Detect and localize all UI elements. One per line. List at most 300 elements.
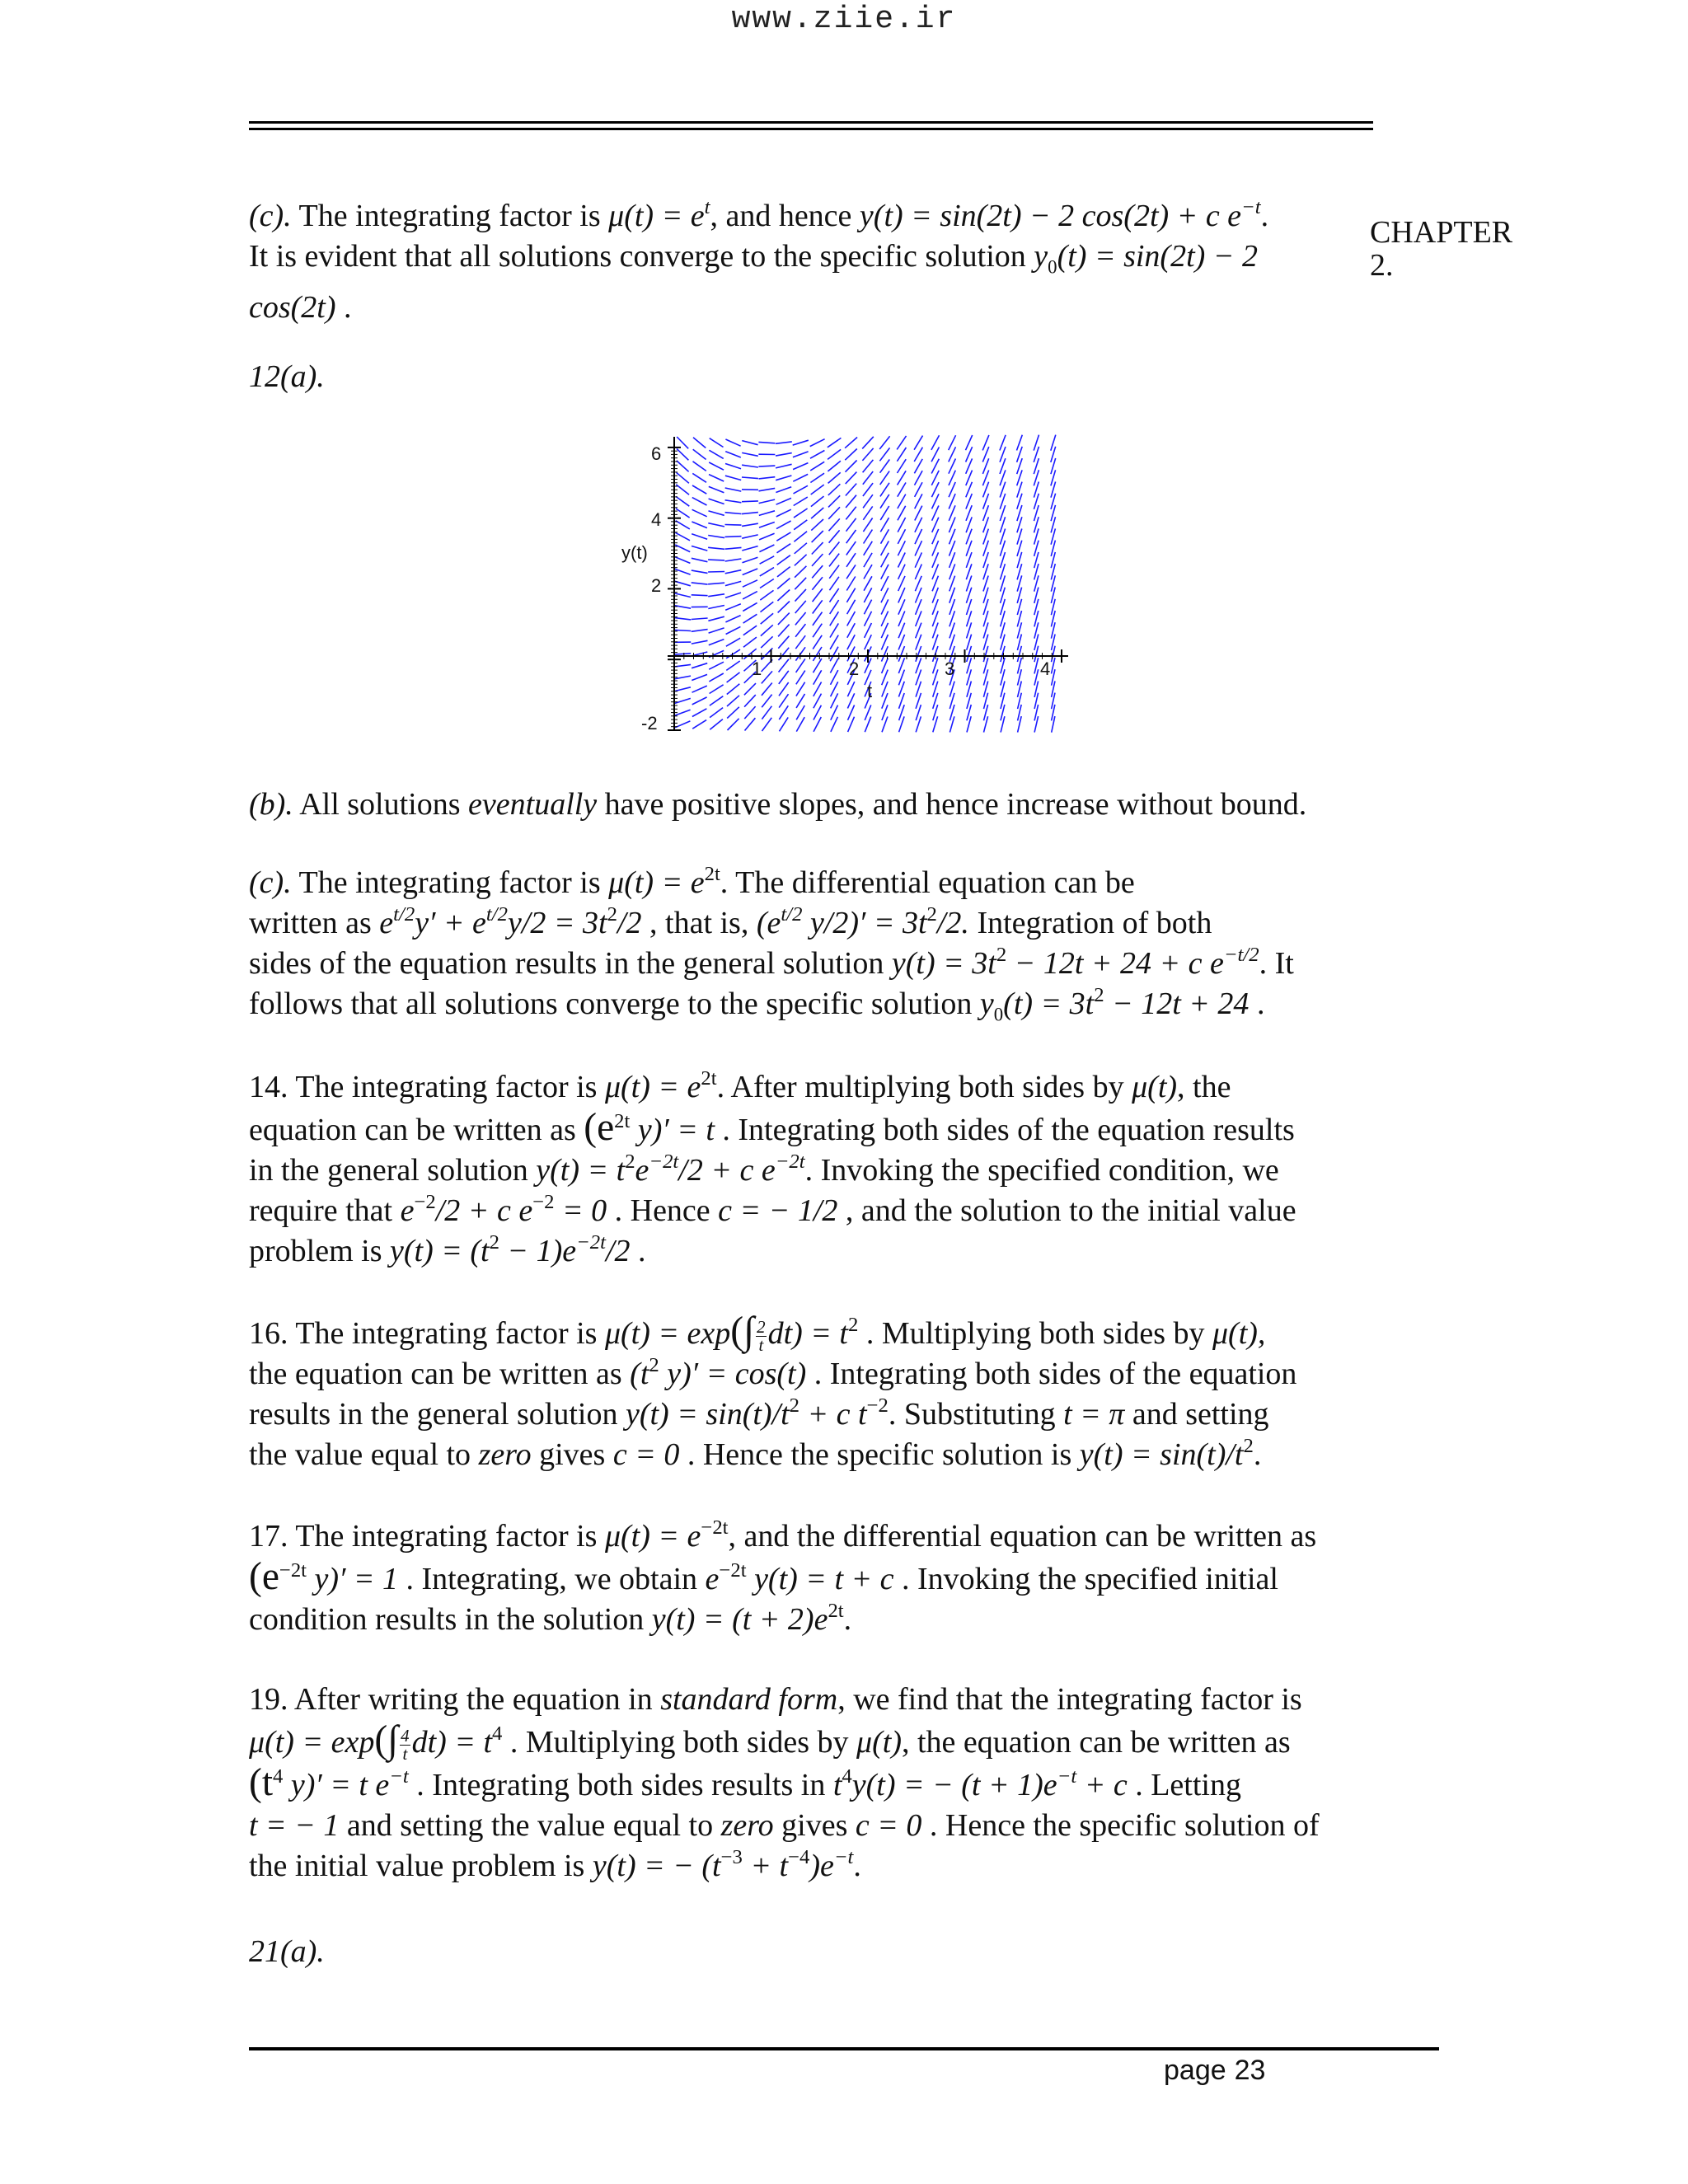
slope-segment [830, 658, 838, 673]
slope-segment [676, 497, 689, 507]
slope-segment [692, 595, 708, 596]
y-tick-label: 4 [651, 509, 662, 530]
slope-segment [776, 442, 792, 443]
slope-segment [813, 647, 822, 661]
slope-segment [814, 670, 822, 684]
slope-segment [725, 616, 740, 622]
slope-segment [675, 557, 690, 564]
slope-segment [708, 547, 724, 549]
slope-segment [709, 673, 723, 682]
paragraph-16: 16. The integrating factor is μ(t) = exp(∫ $\frac{2}{t}$ $dt) = t^2$ . Multiplying both sides by μ(t), the equation can be written as ($t^2$ y)′ = cos(t) . Integrating both sides of the equation results in the general solution $y(t) = \sin(t)/t^2 + c$ $t^{-2}$. Substituting t = π and setting the value equal to zero gives c = 0 . Hence the specific solution is $y(t) = \sin(t)/t^2$. [249, 1310, 1297, 1472]
slope-segment [692, 697, 707, 705]
slope-segment [742, 513, 758, 514]
slope-segment [762, 706, 771, 719]
slope-segment [795, 624, 805, 637]
slope-segment [742, 501, 758, 502]
slope-segment [710, 685, 724, 694]
slope-segment [758, 442, 775, 443]
slope-segment [863, 483, 873, 496]
slope-segment [812, 565, 823, 578]
slope-segment [727, 673, 740, 682]
slope-segment [828, 472, 841, 483]
slope-segment [759, 523, 775, 528]
slope-segment [692, 546, 707, 551]
slope-segment [846, 530, 856, 543]
slope-segment [779, 694, 788, 707]
label-21a: 21(a). [249, 1934, 325, 1969]
slope-segment [796, 717, 804, 731]
paragraph-12c: (c). The integrating factor is $\mu(t) = e^{2t}$. The differential equation can be written as $e^{t/2}y' + e^{t/2}y/2 = 3t^2/2$ , that is, ($e^{t/2}$ $y/2)' = 3t^2/2$. Integration of both sides of the equation results in the general solution $y(t) = 3t^2 - 12t + 24 + c$ $e^{-t/2}$. It follows that all solutions converge to the specific solution $y_0(t) = 3t^2 - 12t + 24$ . [249, 863, 1294, 1025]
slope-segment [813, 624, 822, 638]
slope-segment [864, 565, 872, 579]
x-tick-label: 3 [945, 658, 955, 679]
slope-segment [725, 439, 740, 446]
slope-segment [830, 600, 839, 614]
slope-segment [743, 569, 758, 575]
slope-segment [810, 473, 824, 482]
slope-segment [710, 696, 723, 705]
watermark: www.ziie.ir [731, 2, 957, 37]
slope-segment [776, 521, 791, 529]
slope-segment [828, 461, 841, 471]
slope-segment [675, 569, 691, 574]
slope-segment [879, 448, 889, 461]
slope-segment [795, 635, 805, 649]
slope-segment [725, 547, 742, 549]
slope-segment [779, 682, 789, 696]
slope-segment [796, 705, 804, 719]
slope-segment [777, 555, 790, 565]
slope-segment [776, 476, 791, 480]
slope-segment [692, 640, 708, 644]
slope-segment [674, 606, 691, 609]
slope-segment [880, 483, 889, 497]
fraction: $\frac{4}{t}$ [401, 1725, 410, 1764]
slope-segment [863, 506, 872, 519]
slope-segment [709, 511, 724, 515]
slope-segment [898, 459, 907, 473]
slope-segment [793, 440, 809, 445]
slope-segment [709, 628, 724, 633]
slope-segment [759, 477, 776, 479]
slope-segment [677, 448, 688, 460]
fraction: $\frac{2}{t}$ [757, 1316, 766, 1355]
slope-segment [760, 579, 774, 588]
slope-segment [880, 506, 889, 520]
slope-segment [743, 637, 757, 647]
slope-segment [812, 577, 823, 590]
slope-segment [779, 705, 788, 719]
slope-segment [862, 437, 874, 449]
paragraph-12b: (b). All solutions eventually have positive slopes, and hence increase without bound. [249, 787, 1307, 822]
slope-segment [863, 471, 873, 485]
slope-segment [762, 695, 771, 708]
slope-segment [829, 565, 839, 579]
x-axis-label: t [867, 681, 873, 701]
slope-segment [759, 545, 774, 552]
slope-segment [829, 518, 840, 531]
slope-segment [796, 658, 805, 673]
slope-segment [880, 460, 890, 473]
slope-segment [779, 648, 790, 660]
slope-segment [777, 544, 791, 553]
slope-segment [828, 507, 840, 519]
slope-segment [898, 483, 906, 497]
slope-segment [830, 647, 838, 662]
slope-segment [761, 602, 774, 612]
slope-segment [814, 694, 822, 709]
slope-segment [812, 554, 823, 566]
slope-segment [879, 436, 889, 449]
slope-segment [692, 498, 707, 505]
chapter-heading: CHAPTER 2. [1367, 216, 1516, 282]
slope-segment [881, 529, 889, 543]
slope-segment [710, 719, 723, 730]
slope-segment [828, 484, 841, 495]
slope-segment [675, 698, 691, 703]
slope-segment [829, 577, 839, 590]
slope-segment [795, 543, 807, 554]
slope-segment [692, 534, 707, 540]
slope-segment [693, 462, 706, 471]
slope-segment [796, 694, 804, 708]
y-tick-label: 6 [651, 443, 662, 464]
slope-segment [742, 523, 758, 526]
slope-segment [745, 718, 756, 730]
slope-segment [778, 602, 790, 613]
slope-segment [726, 661, 739, 670]
slope-segment [692, 663, 707, 668]
slope-segment [692, 473, 706, 482]
slope-segment [728, 719, 739, 730]
slope-segment [793, 452, 809, 457]
slope-segment [864, 553, 872, 567]
slope-segment [709, 640, 724, 645]
slope-segment [813, 588, 823, 602]
slope-segment [709, 450, 723, 458]
slope-segment [914, 459, 922, 473]
slope-segment [708, 616, 724, 621]
slope-segment [845, 449, 857, 461]
slope-segment [931, 435, 940, 450]
slope-segment [915, 471, 923, 485]
slope-segment [776, 532, 790, 541]
slope-segment [794, 497, 808, 505]
slope-segment [814, 717, 821, 732]
slope-segment [864, 588, 871, 602]
slope-segment [762, 718, 772, 731]
slope-segment [828, 449, 841, 459]
slope-segment [725, 452, 741, 457]
slope-segment [744, 706, 755, 719]
y-axis-label: y(t) [621, 542, 648, 563]
slope-segment [863, 518, 872, 532]
slope-segment [676, 485, 689, 494]
slope-segment [725, 476, 741, 480]
slope-segment [846, 484, 856, 496]
slope-segment [708, 606, 724, 609]
label-12a: 12(a). [249, 359, 325, 394]
slope-segment [813, 600, 823, 613]
slope-segment [810, 462, 824, 471]
slope-segment [725, 593, 741, 598]
slope-segment [897, 436, 906, 450]
slope-segment [795, 566, 806, 578]
slope-segment [676, 509, 690, 518]
slope-segment [794, 532, 807, 542]
slope-segment [880, 471, 889, 485]
slope-segment [830, 623, 838, 637]
slope-segment [692, 674, 707, 680]
slope-segment [778, 613, 790, 625]
slope-segment [829, 542, 840, 555]
slope-segment [813, 635, 822, 649]
slope-segment [776, 464, 792, 468]
slope-segment [708, 536, 724, 538]
slope-segment [726, 649, 740, 658]
slope-segment [811, 496, 824, 507]
slope-segment [693, 438, 706, 448]
slope-segment [898, 471, 907, 485]
slope-segment [846, 518, 856, 532]
slope-segment [864, 541, 873, 555]
slope-segment [813, 612, 823, 626]
slope-segment [776, 498, 791, 504]
slope-segment [725, 604, 741, 610]
paragraph-11c: (c). The integrating factor is $\mu(t) = e^t$, and hence y(t) = sin(2t) − 2 cos(2t) + c $e^{-t}$. It is evident that all solutions converge to the specific solution $y_0(t) = \sin(2t) - 2$ cos(2t) . [249, 196, 1269, 325]
slope-segment [776, 509, 791, 517]
slope-segment [743, 614, 757, 623]
slope-segment [914, 436, 922, 450]
slope-segment [776, 453, 792, 457]
slope-segment [708, 523, 724, 527]
slope-segment [777, 567, 790, 577]
slope-segment [864, 530, 873, 544]
page-label: page [1164, 2055, 1226, 2086]
paragraph-14: 14. The integrating factor is $\mu(t) = e^{2t}$. After multiplying both sides by μ(t), the equation can be written as ($e^{2t}$ y)′ = t . Integrating both sides of the equation results in the general solution $y(t) = t^2e^{-2t}/2 + c$ $e^{-2t}$. Invoking the specified condition, we require that $e^{-2}/2 + c$ $e^{-2} = 0$ . Hence c = − 1/2 , and the solution to the initial value problem is $y(t) = (t^2 - 1)e^{-2t}/2$ . [249, 1067, 1296, 1268]
slope-segment [847, 612, 856, 626]
slope-segment [675, 532, 690, 541]
slope-segment [845, 438, 857, 448]
slope-segment [793, 474, 808, 481]
slope-segment [828, 495, 840, 507]
slope-segment [829, 554, 839, 567]
slope-segment [693, 449, 706, 459]
slope-segment [708, 583, 724, 584]
slope-segment [898, 506, 906, 521]
page-number [1164, 2055, 1265, 2087]
slope-segment [761, 636, 772, 648]
slope-segment [898, 494, 906, 509]
slope-segment [692, 485, 706, 494]
slope-segment [743, 580, 757, 587]
x-tick-label: 4 [1040, 658, 1051, 679]
slope-segment [676, 521, 690, 529]
slope-segment [780, 717, 789, 731]
paragraph-17: 17. The integrating factor is $\mu(t) = e^{-2t}$, and the differential equation can be written as ($e^{-2t}$ y)′ = 1 . Integrating, we obtain $e^{-2t}$ y(t) = t + c . Invoking the specified initial condition results in the solution $y(t) = (t + 2)e^{2t}$. [249, 1516, 1317, 1637]
slope-segment [846, 553, 856, 567]
y-tick-label: 2 [651, 575, 662, 596]
slope-segment [759, 499, 776, 504]
slope-segment [692, 686, 707, 692]
slope-segment [795, 612, 806, 625]
slope-segment [794, 509, 808, 518]
slope-segment [880, 494, 889, 509]
slope-segment [709, 662, 724, 669]
y-tick-label: -2 [641, 713, 658, 733]
slope-segment [743, 626, 757, 635]
x-tick-label: 2 [849, 658, 860, 679]
slope-segment [710, 438, 724, 448]
slope-segment [762, 671, 772, 683]
slope-segment [743, 649, 756, 659]
slope-segment [709, 462, 724, 470]
slope-segment [692, 618, 708, 620]
slope-segment [675, 593, 691, 598]
slope-segment [710, 708, 723, 718]
slope-segment [846, 507, 856, 520]
slope-segment [795, 578, 806, 589]
slope-segment [743, 602, 757, 611]
slope-segment [830, 588, 839, 602]
slope-segment [692, 630, 708, 632]
slope-segment [725, 581, 741, 585]
slope-segment [759, 533, 775, 540]
direction-field-figure [610, 432, 1088, 745]
slope-segment [862, 448, 873, 461]
slope-segment [692, 570, 708, 573]
slope-segment [795, 601, 806, 613]
slope-segment [779, 659, 789, 673]
slope-segment [846, 577, 856, 591]
slope-segment [742, 452, 758, 456]
slope-segment [727, 696, 739, 706]
slope-segment [725, 525, 742, 526]
slope-segment [708, 572, 724, 573]
slope-segment [811, 508, 823, 518]
slope-segment [760, 590, 773, 600]
footer-rule [249, 2047, 1439, 2050]
slope-segment [692, 558, 708, 561]
slope-segment [779, 671, 789, 684]
slope-segment [674, 618, 691, 620]
slope-segment [709, 499, 724, 504]
slope-segment [914, 448, 922, 462]
slope-segment [814, 658, 822, 673]
slope-segment [692, 709, 707, 717]
slope-segment [777, 579, 790, 589]
slope-segment [761, 613, 773, 624]
slope-segment [725, 513, 742, 514]
slope-segment [725, 488, 742, 491]
slope-segment [725, 559, 742, 561]
slope-segment [846, 541, 856, 555]
slope-segment [795, 555, 807, 566]
slope-segment [812, 542, 823, 554]
slope-segment [726, 638, 740, 646]
slope-segment [725, 500, 742, 503]
slope-segment [793, 463, 808, 470]
slope-segment [708, 594, 724, 597]
slope-segment [759, 511, 775, 516]
slope-segment [744, 683, 756, 695]
slope-segment [796, 671, 805, 685]
slope-segment [727, 684, 740, 695]
slope-segment [796, 682, 805, 696]
slope-segment [742, 535, 758, 538]
slope-segment [810, 451, 824, 459]
slope-segment [743, 557, 758, 563]
slope-segment [725, 570, 742, 574]
slope-segment [677, 472, 689, 483]
slope-segment [726, 626, 741, 634]
slope-segment [863, 460, 874, 472]
slope-segment [846, 461, 857, 472]
slope-segment [709, 475, 724, 481]
slope-segment [846, 565, 856, 579]
slope-segment [761, 625, 773, 635]
slope-segment [677, 461, 689, 471]
slope-segment [776, 487, 791, 493]
slope-segment [692, 509, 707, 517]
slope-segment [863, 494, 873, 508]
slope-segment [742, 477, 758, 479]
slope-segment [814, 682, 822, 696]
slope-segment [898, 518, 905, 532]
slope-segment [897, 448, 906, 462]
slope-segment [777, 590, 790, 602]
slope-segment [692, 720, 706, 729]
slope-segment [742, 465, 758, 467]
slope-segment [692, 522, 707, 528]
slope-segment [812, 531, 823, 542]
slope-segment [760, 568, 774, 576]
slope-segment [810, 439, 825, 447]
slope-segment [846, 588, 855, 602]
slope-segment [846, 495, 856, 508]
slope-segment [725, 464, 741, 469]
slope-segment [692, 583, 708, 584]
slope-segment [846, 472, 857, 485]
slope-segment [759, 488, 776, 490]
page-number-value: 23 [1234, 2055, 1266, 2086]
slope-segment [743, 592, 757, 599]
slope-segment [727, 707, 739, 719]
slope-segment [794, 520, 807, 530]
slope-segment [778, 625, 790, 637]
slope-segment [811, 485, 824, 494]
slope-segment [830, 635, 838, 649]
slope-segment [881, 541, 889, 556]
slope-segment [795, 589, 807, 602]
slope-segment [742, 546, 757, 551]
slope-segment [794, 485, 809, 494]
slope-segment [829, 530, 840, 542]
slope-segment [828, 438, 842, 447]
slope-segment [742, 441, 757, 445]
slope-segment [760, 556, 775, 564]
slope-segment [762, 683, 772, 696]
slope-segment [675, 545, 690, 552]
slope-field [674, 435, 1056, 733]
slope-segment [830, 612, 839, 626]
paragraph-19: 19. After writing the equation in standard form, we find that the integrating factor is μ(t) = exp(∫ $\frac{4}{t}$ $dt) = t^4$ . Multiplying both sides by μ(t), the equation can be written as ($t^4$ y)′ = t $e^{-t}$ . Integrating both sides results in $t^4y(t)$ = − $(t + 1)e^{-t} + c$ . Letting t = − 1 and setting the value equal to zero gives c = 0 . Hence the specific solution of the initial value problem is y(t) = − $(t^{-3} + t^{-4})e^{-t}$. [249, 1682, 1320, 1883]
slope-segment [847, 600, 856, 614]
slope-segment [778, 636, 789, 649]
slope-segment [744, 695, 756, 707]
slope-segment [880, 518, 889, 532]
x-tick-label: 1 [752, 658, 762, 679]
